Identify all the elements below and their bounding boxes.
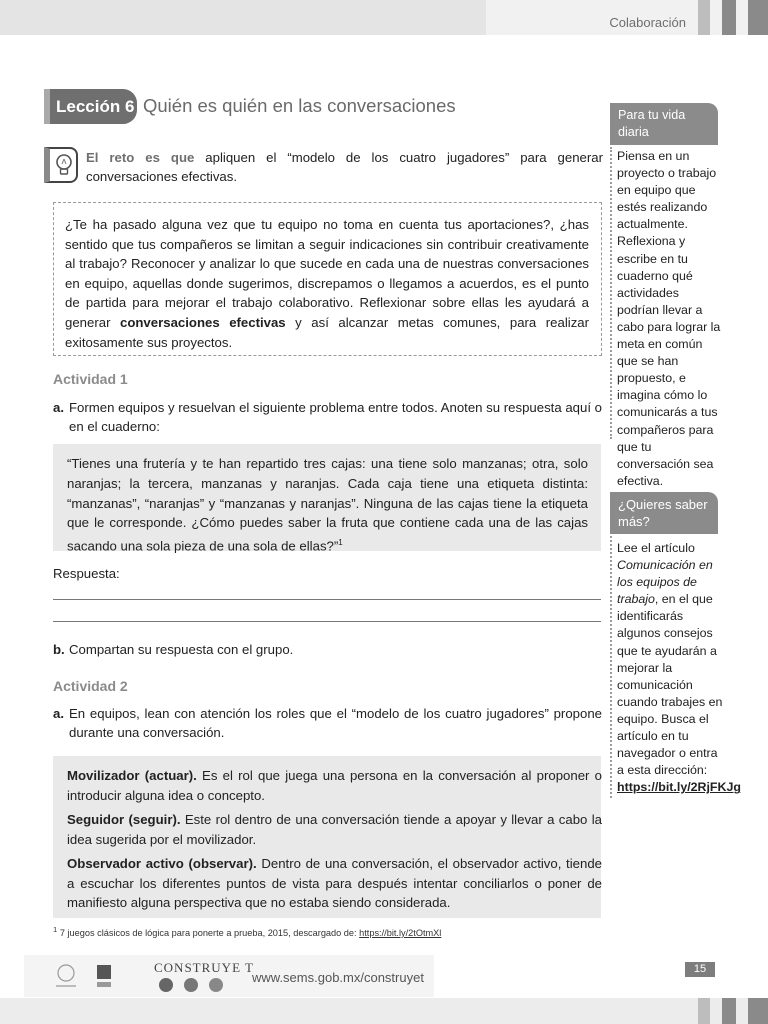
challenge-body: apliquen el “modelo de los cuatro jugadores” para generar conversaciones efectivas. [86,150,603,184]
sidebar-more-part: Lee el artículo [617,541,695,555]
answer-label: Respuesta: [53,566,120,581]
sidebar-more-article: Comunicación en los equipos de trabajo [617,558,713,607]
quote-body: “Tienes una frutería y te han repartido tres cajas: una tiene solo manzanas; otra, solo naranjas; la tercera, manzanas y naranjas. Cada caja tiene una etiqueta distinta: “manzanas”, “naranjas” y “manzanas y naranjas”. Ninguna de las cajas tiene la etiqueta que le corresponde. ¿Cómo puedes saber la fruta que contiene cada una de las cajas sacando una sola pieza de una sola de ellas?” [67,456,588,554]
activity1-item-b [53,640,602,659]
role-observador [67,854,602,913]
item-text: Formen equipos y resuelvan el siguiente problema entre todos. Anoten su respuesta aquí o en el cuaderno: [69,400,602,434]
item-text: Compartan su respuesta con el grupo. [69,642,294,657]
intro-part: y así alcanzar metas comunes, para realizar exitosamente sus proyectos. [65,314,590,350]
unesco-logo-icon [94,962,114,990]
sidebar-more-part: , en el que identificarás algunos consejos que te ayudarán a mejorar la comunicación cuando trabajes en equipo. Busca el artículo en tu navegador o entra a esta dirección: [617,592,723,778]
page-number: 15 [685,962,715,977]
footer-bar [722,998,736,1024]
lesson-label: Lección 6 [56,97,135,116]
role-name: Observador activo (observar). [67,856,257,871]
quote-text [67,454,588,556]
activity2-title: Actividad 2 [53,678,128,694]
role-name: Movilizador (actuar). [67,768,197,783]
sidebar-more-link[interactable]: https://bit.ly/2RjFKJg [617,780,741,795]
challenge-text [86,148,603,186]
activity1-title: Actividad 1 [53,371,128,387]
answer-line[interactable] [53,599,601,600]
lightbulb-icon [44,147,78,183]
footnote-num: 1 [53,925,58,934]
footer-strip [0,998,768,1024]
sidebar-daily-title: Para tu vida diaria [610,103,718,145]
sidebar-daily-text: Piensa en un proyecto o trabajo en equipo que estés realizando actualmente. Reflexiona y escribe en tu cuaderno qué actividades podrían llevar a cabo para lograr la meta en común que se han propuesto, e imagina cómo lo comunicarás a tus compañeros para que tu conversación sea efectiva. [617,149,721,488]
footer-url[interactable]: www.sems.gob.mx/construyet [252,970,424,985]
intro-bold: conversaciones efectivas [119,314,286,330]
footnote-link[interactable]: https://bit.ly/2tOtmXl [359,928,442,939]
activity1-item-a [53,398,602,436]
lesson-title: Quién es quién en las conversaciones [143,95,456,116]
item-text: En equipos, lean con atención los roles que el “modelo de los cuatro jugadores” propone durante una conversación. [69,706,602,740]
sidebar-rule [610,536,614,798]
footnote-text: 7 juegos clásicos de lógica para ponerte a prueba, 2015, descargado de: [57,928,360,939]
header-bar [698,0,710,35]
brand-name: CONSTRUYE T [154,960,254,975]
item-label: b. [53,642,65,657]
role-movilizador [67,766,602,805]
footer-bar [698,998,710,1024]
role-seguidor [67,810,602,849]
footer-bar [748,998,768,1024]
activity2-item-a [53,704,602,742]
header-bar [748,0,768,35]
role-name: Seguidor (seguir). [67,812,181,827]
role-text: Dentro de una conversación, el observador activo, tiende a escuchar los diferentes puntos de vista para después intentar conciliarlos o poner de manifiesto alguna perspectiva que no estaba siendo considerada. [67,856,602,910]
role-text: Es el rol que juega una persona en la conversación al proponer o introducir alguna idea o concepto. [67,768,602,803]
sidebar-rule [610,147,614,439]
intro-text [65,215,589,352]
brand-icons [158,976,238,996]
header-bar [722,0,736,35]
intro-part: ¿Te ha pasado alguna vez que tu equipo no toma en cuenta tus aportaciones?, ¿has sentido que tus compañeros se limitan a seguir indicaciones sin contribuir creativamente al trabajo? Reconocer y analizar lo que sucede en cada una de nuestras conversaciones en equipo, aquellas donde sugerimos, discrepamos o llegamos a acuerdos, es el punto de partida para mejorar el trabajo colaborativo. Reflexionar sobre ellas les ayudará a generar [65,217,589,330]
item-label: a. [53,400,64,415]
challenge-lead: El reto es que [86,150,195,165]
sidebar-more-text [617,540,741,796]
section-title: Colaboración [609,15,686,30]
answer-line[interactable] [53,621,601,622]
sep-logo-icon [52,962,80,990]
lesson-tab-edge [44,89,50,124]
item-label: a. [53,706,64,721]
footnote-ref: 1 [338,538,343,548]
role-text: Este rol dentro de una conversación tiende a apoyar y llevar a cabo la idea sugerida por el movilizador. [67,812,602,847]
sidebar-more-title: ¿Quieres saber más? [610,492,718,534]
footnote [53,925,441,938]
